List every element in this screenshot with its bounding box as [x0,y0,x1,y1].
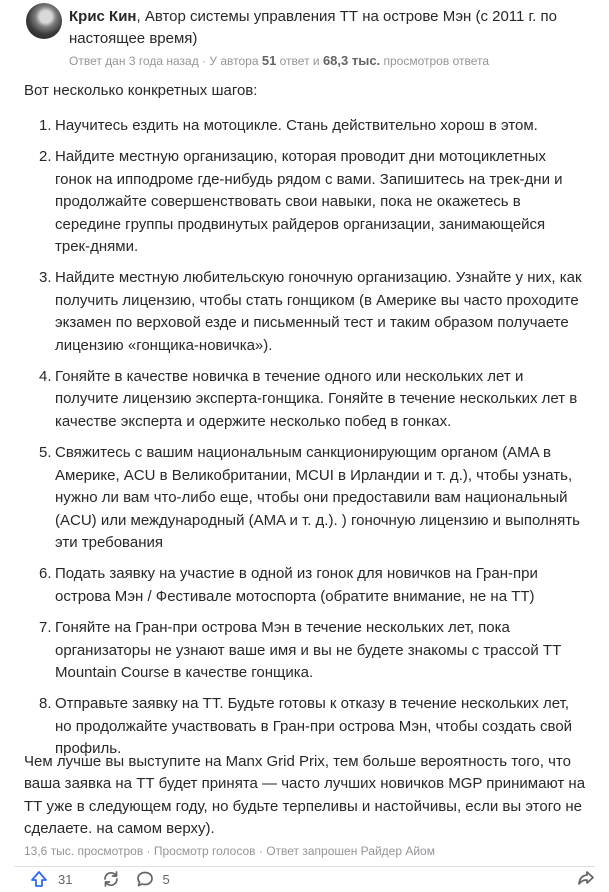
share-arrow-icon [577,869,595,887]
stats-separator: · [143,844,154,858]
answers-count: 51 [261,53,277,68]
list-item [24,146,584,258]
meta-answers-word: ответ и [276,54,323,68]
list-number: 2. [39,148,52,166]
answer-intro: Вот несколько конкретных шагов: [24,82,258,99]
list-text: Гоняйте на Гран-при острова Мэн в течение нескольких лет, пока организаторы не узнают ваше имя и вы не будете знакомы с трассой TT Mountain Course в качестве гонщика. [55,619,561,681]
answer-stats [24,843,435,859]
list-item [24,366,584,433]
views-count: 68,3 тыс. [322,53,381,68]
answer-conclusion: Чем лучше вы выступите на Manx Grid Prix, тем больше вероятность того, что ваша заявка на ТТ будет принята — часто лучших новичков MGP принимают на ТТ уже в следующем году, но будьте терпеливы и настойчивы, если вы этого не сделаете. на самом верху). [24,753,586,837]
meta-author-has: У автора [209,54,262,68]
list-number: 7. [39,619,52,637]
divider [14,866,595,867]
list-text: Подать заявку на участие в одной из гонок для новичков на Гран-при острова Мэн / Фестивале мотоспорта (обратите внимание, не на ТТ) [55,565,538,605]
requested-by[interactable]: Ответ запрошен Райдер Айом [266,844,435,858]
comments-count: 5 [162,871,170,887]
list-number: 1. [39,117,52,134]
list-item [24,115,584,137]
author-line [69,6,599,50]
author-name[interactable]: Крис Кин [69,8,137,25]
author-avatar[interactable] [26,3,62,39]
list-text: Свяжитесь с вашим национальным санкционирующим органом (AMA в Америке, ACU в Великобритании, MCUI в Ирландии и т. д.), чтобы узнать, нужно ли вам что-либо еще, чтобы они предоставили вам национальный (ACU) или международный (AMA и т. д.). ) гоночную лицензию и выполнять эти требования [55,444,580,551]
list-text: Научитесь ездить на мотоцикле. Стань действительно хорош в этом. [55,117,538,134]
reshare-icon [102,870,120,888]
list-item [24,563,584,608]
list-text: Гоняйте в качестве новичка в течение одного или нескольких лет и получите лицензию эксперта-гонщика. Гоняйте в течение нескольких лет в качестве эксперта и одержите несколько побед в гонках. [55,368,578,430]
list-text: Отправьте заявку на ТТ. Будьте готовы к отказу в течение нескольких лет, но продолжайте участвовать в Гран-при острова Мэн, чтобы создать свой профиль. [55,695,573,758]
reshare-button[interactable] [102,870,120,888]
share-button[interactable] [577,869,595,892]
list-number: 3. [39,269,52,287]
list-number: 4. [39,368,52,386]
upvote-button[interactable] [30,870,72,888]
comments-button[interactable] [136,870,169,888]
list-text: Найдите местную организацию, которая проводит дни мотоциклетных гонок на ипподроме где-нибудь рядом с вами. Запишитесь на трек-дни и продолжайте совершенствовать свои навыки, пока не окажетесь в середине группы продвинутых райдеров организации, занимающейся трек-днями. [55,148,563,256]
action-bar [30,869,170,889]
list-item [24,267,584,357]
author-credential: , Автор системы управления ТТ на острове Мэн (с 2011 г. по настоящее время) [69,8,557,47]
list-number: 8. [39,695,52,713]
stats-separator: · [255,844,267,858]
list-number: 6. [39,565,52,583]
upvote-arrow-icon [30,870,48,888]
view-votes-link[interactable]: Просмотр голосов [153,844,256,858]
meta-separator: · [198,54,210,68]
list-text: Найдите местную любительскую гоночную организацию. Узнайте у них, как получить лицензию, чтобы стать гонщиком (в Америке вы часто проходите экзамен по верховой езде и письменный тест и таким образом получаете лицензию «гонщика-новичка»). [55,269,582,354]
view-count: 13,6 тыс. просмотров [24,844,144,858]
meta-views-word: просмотров ответа [380,54,490,68]
list-number: 5. [39,444,52,462]
answered-date[interactable]: Ответ дан 3 года назад [69,54,199,68]
steps-list [24,115,584,770]
upvote-count: 31 [58,871,73,887]
list-item [24,442,584,554]
comment-bubble-icon [136,870,154,888]
list-item [24,617,584,684]
answer-meta [69,53,489,69]
